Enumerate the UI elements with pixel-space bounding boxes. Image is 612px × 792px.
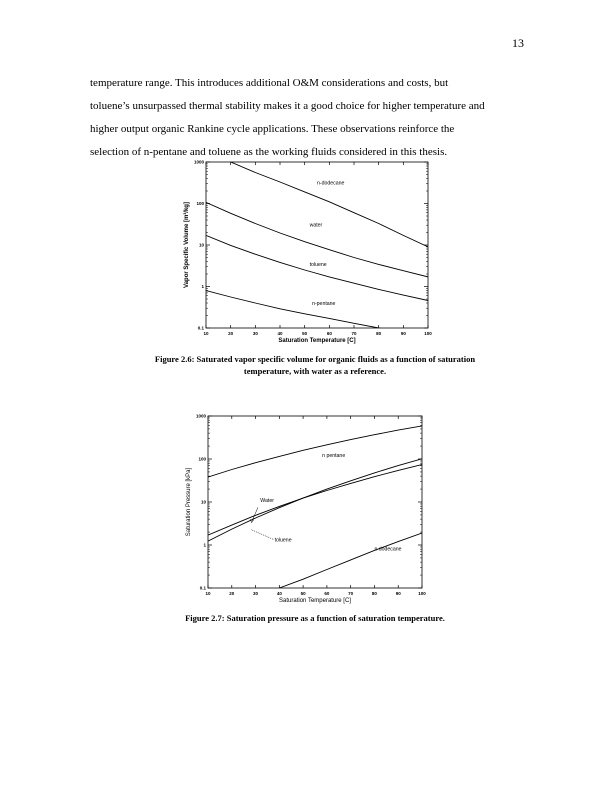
x-tick-label: 60 bbox=[324, 591, 330, 596]
y-tick-label: 1000 bbox=[195, 413, 206, 419]
series-line-n-dodecane bbox=[231, 162, 428, 247]
x-tick-label: 10 bbox=[203, 331, 209, 336]
figure-2-7-caption bbox=[90, 612, 540, 624]
caption-line: Figure 2.6: Saturated vapor specific volume for organic fluids as a function of saturation bbox=[154, 354, 476, 364]
figure-saturation-pressure-chart bbox=[178, 412, 448, 612]
x-tick-label: 80 bbox=[376, 331, 382, 336]
caption-line: temperature, with water as a reference. bbox=[243, 366, 387, 376]
y-tick-label: 100 bbox=[196, 201, 204, 207]
annotation-water: water bbox=[309, 222, 323, 229]
annotation-toluene: toluene bbox=[274, 537, 292, 544]
y-tick-label: 0.1 bbox=[199, 585, 206, 591]
figure-2-6-caption bbox=[90, 353, 540, 377]
specific-volume-chart-svg bbox=[178, 160, 438, 350]
x-tick-label: 40 bbox=[276, 591, 282, 596]
y-tick-label: 0.1 bbox=[197, 325, 204, 331]
y-tick-label: 1 bbox=[201, 284, 204, 290]
x-tick-label: 60 bbox=[326, 331, 332, 336]
water-leader-line bbox=[252, 507, 258, 521]
body-line: higher output organic Rankine cycle applications. These observations reinforce the bbox=[90, 123, 455, 135]
chart-plot-area bbox=[186, 414, 426, 604]
x-tick-label: 20 bbox=[229, 591, 235, 596]
annotation-toluene: toluene bbox=[309, 262, 327, 269]
series-line-n-pentane bbox=[208, 426, 422, 477]
x-tick-label: 70 bbox=[348, 591, 354, 596]
annotation-n-pentane: n-pentane bbox=[312, 300, 336, 307]
x-tick-label: 30 bbox=[253, 591, 259, 596]
x-tick-label: 30 bbox=[252, 331, 258, 336]
body-line: toluene’s unsurpassed thermal stability makes it a good choice for higher temperature and bbox=[90, 100, 485, 112]
series-line-n-pentane bbox=[206, 291, 428, 336]
chart-frame bbox=[208, 416, 422, 588]
x-tick-label: 50 bbox=[302, 331, 308, 336]
y-tick-label: 1 bbox=[203, 542, 206, 548]
x-tick-label: 40 bbox=[277, 331, 283, 336]
series-line-water bbox=[208, 459, 422, 541]
x-tick-label: 10 bbox=[205, 591, 211, 596]
body-line: selection of n-pentane and toluene as the working fluids considered in this thesis. bbox=[90, 146, 448, 158]
toluene-leader-line bbox=[251, 529, 274, 539]
x-tick-label: 80 bbox=[371, 591, 377, 596]
series-line-n-dodecane bbox=[279, 533, 422, 588]
x-tick-label: 70 bbox=[351, 331, 357, 336]
x-tick-label: 90 bbox=[400, 331, 406, 336]
x-tick-label: 20 bbox=[228, 331, 234, 336]
series-line-toluene bbox=[208, 465, 422, 536]
chart-plot-area bbox=[183, 160, 432, 344]
x-tick-label: 50 bbox=[300, 591, 306, 596]
page-number: 13 bbox=[512, 36, 524, 50]
y-tick-label: 1000 bbox=[193, 159, 204, 165]
x-axis-label: Saturation Temperature [C] bbox=[279, 598, 351, 604]
annotation-water: Water bbox=[260, 498, 274, 504]
saturation-pressure-chart-svg bbox=[178, 412, 448, 612]
annotation-n-dodecane: n dodecane bbox=[374, 546, 402, 553]
x-axis-label: Saturation Temperature [C] bbox=[278, 338, 356, 344]
y-tick-label: 10 bbox=[198, 242, 204, 248]
x-tick-label: 100 bbox=[424, 331, 432, 336]
figure-specific-volume-chart bbox=[178, 160, 438, 350]
annotation-n-dodecane: n-dodecane bbox=[317, 180, 345, 187]
y-axis-label: Saturation Pressure [kPa] bbox=[186, 467, 192, 537]
body-line: temperature range. This introduces additional O&M considerations and costs, but bbox=[90, 77, 449, 89]
caption-line: Figure 2.7: Saturation pressure as a function of saturation temperature. bbox=[185, 613, 445, 623]
body-paragraph bbox=[90, 72, 540, 164]
x-tick-label: 90 bbox=[395, 591, 401, 596]
y-tick-label: 10 bbox=[200, 499, 206, 505]
y-axis-label: Vapor Specific Volume [m³/kg] bbox=[184, 202, 190, 288]
x-tick-label: 100 bbox=[418, 591, 426, 596]
y-tick-label: 100 bbox=[198, 456, 206, 462]
annotation-n-pentane: n pentane bbox=[322, 453, 346, 460]
